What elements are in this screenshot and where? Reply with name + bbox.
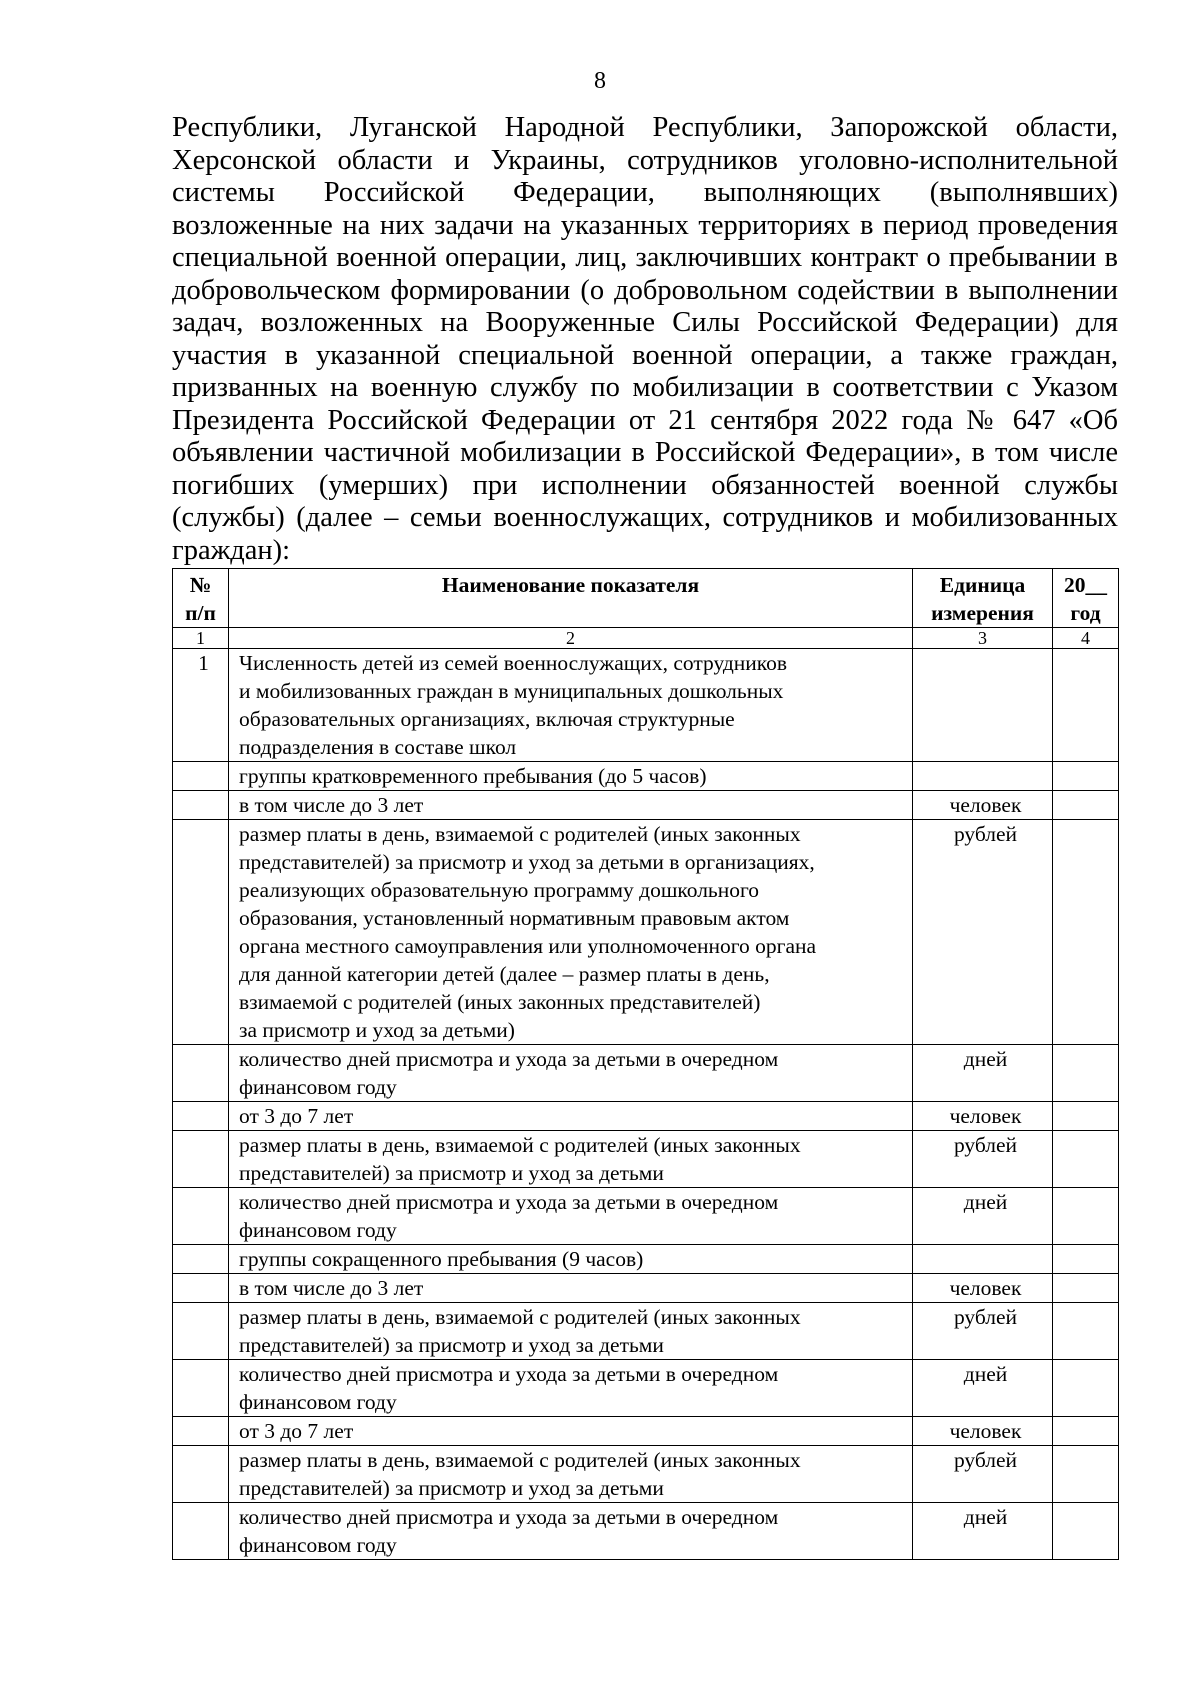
table-row (173, 1274, 1119, 1303)
header-unit-line2: измерения (931, 601, 1034, 625)
year-value-cell (1053, 1446, 1119, 1503)
indicator-name-cell (229, 791, 913, 820)
indicator-name-line: за присмотр и уход за детьми) (239, 1018, 515, 1042)
unit-cell: дней (913, 1188, 1053, 1245)
table-body (173, 649, 1119, 1560)
header-unit-line1: Единица (939, 573, 1026, 597)
table-row (173, 1045, 1119, 1102)
table-row (173, 1188, 1119, 1245)
year-value-cell (1053, 791, 1119, 820)
header-num (173, 569, 229, 628)
table-row (173, 1417, 1119, 1446)
indicator-name-cell (229, 820, 913, 1045)
unit-cell: человек (913, 1102, 1053, 1131)
unit-cell: рублей (913, 1303, 1053, 1360)
unit-cell (913, 1245, 1053, 1274)
indicator-name-cell (229, 1303, 913, 1360)
indicator-name-line: группы сокращенного пребывания (9 часов) (239, 1247, 644, 1271)
indicator-name-line: размер платы в день, взимаемой с родителей (иных законных (239, 1305, 801, 1329)
year-value-cell (1053, 1417, 1119, 1446)
indicator-name-line: финансовом году (239, 1218, 397, 1242)
header-num-line1: № (189, 573, 212, 597)
indicator-name-line: количество дней присмотра и ухода за детьми в очередном (239, 1190, 779, 1214)
unit-cell: дней (913, 1503, 1053, 1560)
indicator-name-cell (229, 1131, 913, 1188)
table-row (173, 1131, 1119, 1188)
indicator-name-cell (229, 762, 913, 791)
column-number: 3 (913, 628, 1053, 649)
row-number-cell (173, 1503, 229, 1560)
header-name (229, 569, 913, 628)
indicator-name-line: и мобилизованных граждан в муниципальных дошкольных (239, 679, 784, 703)
indicator-name-line: для данной категории детей (далее – размер платы в день, (239, 962, 770, 986)
header-num-line2: п/п (185, 601, 216, 625)
indicator-name-line: количество дней присмотра и ухода за детьми в очередном (239, 1362, 779, 1386)
row-number-cell (173, 1417, 229, 1446)
column-numbers-row (173, 628, 1119, 649)
indicator-name-line: финансовом году (239, 1533, 397, 1557)
row-number-cell: 1 (173, 649, 229, 762)
indicator-name-line: в том числе до 3 лет (239, 793, 424, 817)
year-value-cell (1053, 1045, 1119, 1102)
unit-cell: дней (913, 1360, 1053, 1417)
indicator-name-cell (229, 1446, 913, 1503)
indicator-name-line: количество дней присмотра и ухода за детьми в очередном (239, 1505, 779, 1529)
row-number-cell (173, 1102, 229, 1131)
year-value-cell (1053, 1360, 1119, 1417)
year-value-cell (1053, 1303, 1119, 1360)
indicator-name-cell (229, 1417, 913, 1446)
indicator-name-line: размер платы в день, взимаемой с родителей (иных законных (239, 822, 801, 846)
year-value-cell (1053, 1102, 1119, 1131)
table-row (173, 1446, 1119, 1503)
indicator-name-line: представителей) за присмотр и уход за детьми (239, 1161, 664, 1185)
indicator-name-line: органа местного самоуправления или уполномоченного органа (239, 934, 817, 958)
row-number-cell (173, 1131, 229, 1188)
indicator-name-cell (229, 1503, 913, 1560)
row-number-cell (173, 1274, 229, 1303)
unit-cell: рублей (913, 1446, 1053, 1503)
indicator-name-line: образовательных организациях, включая структурные (239, 707, 735, 731)
row-number-cell (173, 1446, 229, 1503)
indicator-name-line: размер платы в день, взимаемой с родителей (иных законных (239, 1133, 801, 1157)
unit-cell: рублей (913, 1131, 1053, 1188)
row-number-cell (173, 1360, 229, 1417)
table-row (173, 791, 1119, 820)
column-number: 2 (229, 628, 913, 649)
year-value-cell (1053, 649, 1119, 762)
row-number-cell (173, 820, 229, 1045)
unit-cell: рублей (913, 820, 1053, 1045)
unit-cell (913, 762, 1053, 791)
table-row (173, 1303, 1119, 1360)
table-row (173, 762, 1119, 791)
indicator-name-line: размер платы в день, взимаемой с родителей (иных законных (239, 1448, 801, 1472)
indicator-name-cell (229, 1360, 913, 1417)
table-row (173, 1102, 1119, 1131)
unit-cell: человек (913, 791, 1053, 820)
indicator-name-line: от 3 до 7 лет (239, 1419, 354, 1443)
year-value-cell (1053, 1131, 1119, 1188)
indicator-name-line: взимаемой с родителей (иных законных представителей) (239, 990, 761, 1014)
year-value-cell (1053, 762, 1119, 791)
indicator-name-line: финансовом году (239, 1075, 397, 1099)
unit-cell: дней (913, 1045, 1053, 1102)
row-number-cell (173, 1045, 229, 1102)
indicator-name-cell (229, 1245, 913, 1274)
header-year (1053, 569, 1119, 628)
indicators-table (172, 568, 1119, 1560)
indicator-name-cell (229, 1188, 913, 1245)
row-number-cell (173, 1245, 229, 1274)
table-row (173, 1245, 1119, 1274)
row-number-cell (173, 762, 229, 791)
indicator-name-line: представителей) за присмотр и уход за детьми (239, 1476, 664, 1500)
indicator-name-line: реализующих образовательную программу дошкольного (239, 878, 760, 902)
year-value-cell (1053, 1503, 1119, 1560)
row-number-cell (173, 1303, 229, 1360)
indicator-name-line: количество дней присмотра и ухода за детьми в очередном (239, 1047, 779, 1071)
header-name-text: Наименование показателя (441, 573, 700, 597)
unit-cell: человек (913, 1274, 1053, 1303)
row-number-cell (173, 791, 229, 820)
table-row (173, 1503, 1119, 1560)
year-value-cell (1053, 820, 1119, 1045)
table-row (173, 649, 1119, 762)
indicator-name-cell (229, 1274, 913, 1303)
indicator-name-line: представителей) за присмотр и уход за детьми (239, 1333, 664, 1357)
indicator-name-line: в том числе до 3 лет (239, 1276, 424, 1300)
unit-cell: человек (913, 1417, 1053, 1446)
indicator-name-line: финансовом году (239, 1390, 397, 1414)
year-value-cell (1053, 1245, 1119, 1274)
header-year-line2: год (1070, 601, 1101, 625)
indicator-name-line: подразделения в составе школ (239, 735, 517, 759)
unit-cell (913, 649, 1053, 762)
indicator-name-line: Численность детей из семей военнослужащих, сотрудников (239, 651, 788, 675)
indicator-name-line: группы кратковременного пребывания (до 5 часов) (239, 764, 707, 788)
row-number-cell (173, 1188, 229, 1245)
table-row (173, 820, 1119, 1045)
header-year-line1: 20__ (1064, 573, 1107, 597)
year-value-cell (1053, 1274, 1119, 1303)
column-number: 4 (1053, 628, 1119, 649)
header-unit (913, 569, 1053, 628)
year-value-cell (1053, 1188, 1119, 1245)
indicator-name-line: представителей) за присмотр и уход за детьми в организациях, (239, 850, 815, 874)
indicator-name-cell (229, 1045, 913, 1102)
intro-paragraph: Республики, Луганской Народной Республики, Запорожской области, Херсонской области и Украины, сотрудников уголовно-исполнительной системы Российской Федерации, выполняющих (выполнявших) возложенные на них задачи на указанных территориях в период проведения специальной военной операции, лиц, заключивших контракт о пребывании в добровольческом формировании (о добровольном содействии в выполнении задач, возложенных на Вооруженные Силы Российской Федерации) для участия в указанной специальной военной операции, а также граждан, призванных на военную службу по мобилизации в соответствии с Указом Президента Российской Федерации от 21 сентября 2022 года № 647 «Об объявлении частичной мобилизации в Российской Федерации», в том числе погибших (умерших) при исполнении обязанностей военной службы (службы) (далее – семьи военнослужащих, сотрудников и мобилизованных граждан): (172, 112, 1118, 566)
table-header-row (173, 569, 1119, 628)
table-row (173, 1360, 1119, 1417)
indicator-name-line: образования, установленный нормативным правовым актом (239, 906, 790, 930)
indicator-name-cell (229, 649, 913, 762)
indicator-name-cell (229, 1102, 913, 1131)
page-number: 8 (594, 68, 606, 94)
column-number: 1 (173, 628, 229, 649)
indicator-name-line: от 3 до 7 лет (239, 1104, 354, 1128)
